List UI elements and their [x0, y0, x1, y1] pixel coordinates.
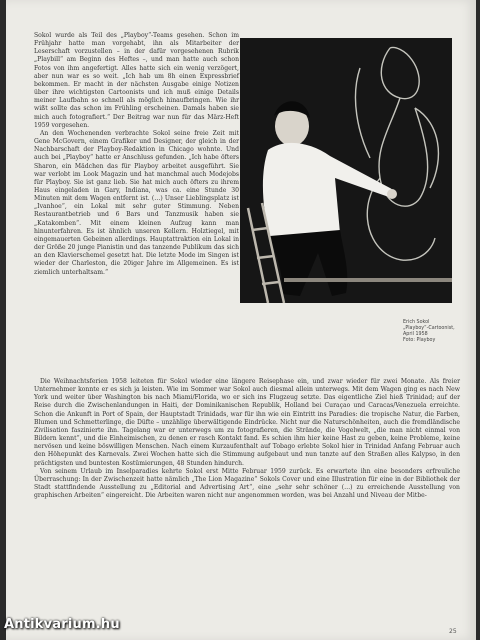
- paragraph-christmas-trip: Die Weihnachtsferien 1958 leiteten für Sokol wieder eine längere Reisephase ein, und zwar wieder für zwei Monate. Als freier Unternehmer konnte er es sich ja leisten. Wie im Sommer war Sokol auch diesmal allein unterwegs. Mit dem Wagen ging es nach New York und weiter über Washington bis nach Miami/Florida, wo er sich ins Flugzeug setzte. Das eigentliche Ziel hieß Trinidad; auf der Reise durch die Zwischenlandungen in Haiti, der Dominikanischen Republik, Holland bei Curaçao und Caracas/Venezuela erreichte. Schon die Ankunft in Port of Spain, der Hauptstadt Trinidads, war für ihn wie ein Eintritt ins Paradies: die tropische Natur, die Farben, Blumen und Schmetterlinge, die Düfte – unzählige überwältigende Eindrücke. Nicht nur die Naturschönheiten, auch die fremdländische Zivilisation faszinierte ihn. Tagelang war er unterwegs um zu fotografieren, die Strände, die Vogelwelt, „die man nicht einmal von Bildern kennt“, und die Einheimischen, zu denen er rasch Kontakt fand. Es schien ihm hier keine Hast zu geben, keine Probleme, keine nervösen und keine böswilligen Menschen. Nach einem Kurzaufenthalt auf Tobago erlebte Sokol hier in Trinidad Anfang Februar auch den Höhepunkt des Karnevals. Zwei Wochen hatte sich die Stimmung aufgebaut und nun tanzte auf den Straßen alles Kalypso, in den prächtigsten und buntesten Kostümierungen, 48 Stunden hindurch.: [34, 378, 460, 467]
- paragraph-playboy-team: Sokol wurde als Teil des „Playboy“-Teams gesehen. Schon im Frühjahr hatte man vorgehabt, ihn als Mitarbeiter der Leserschaft vorzustellen – in der dafür vorgesehenen Rubrik „Playbill“ am Beginn des Heftes –, und man hatte auch schon Fotos von ihm angefertigt. Alles hatte sich ein wenig verzögert, aber nun war es so weit. „Ich hab um 8h einen Expressbrief bekommen. Er macht in der nächsten Ausgabe einige Notizen über ihre wichtigsten Cartoonists und ich muß einige Details meiner Laufbahn so schnell als möglich hinaufbringen. Wie ihr wißt sollte das schon im Frühling erscheinen. Damals haben sie mich auch fotografiert.“ Der Beitrag war nun für das März-Heft 1959 vorgesehen.: [34, 32, 239, 129]
- paragraph-return: Von seinem Urlaub im Inselparadies kehrte Sokol erst Mitte Februar 1959 zurück. Es erwartete ihn eine besonders erfreuliche Überraschung: In der Zwischenzeit hatte nämlich „The Lion Magazine“ Sokols Cover und eine Illustration für eine in der Bibliothek der Stadt stattfindende Ausstellung zu „Editorial and Advertising Art“, eine „sehr sehr schöner (…) zu erreichende Ausstellung von graphischen Arbeiten“ eingereicht. Die Arbeiten waren nicht nur angenommen worden, was bei Anzahl und Niveau der Mitbe-: [34, 467, 460, 500]
- caption-name: Erich Sokol: [403, 320, 430, 325]
- watermark-logo: Antikvarium.hu: [4, 617, 120, 632]
- photo-sokol-drawing: [240, 38, 452, 303]
- caption-credit: Foto: Playboy: [403, 338, 436, 343]
- caption-role: „Playboy“-Cartoonist,: [403, 326, 455, 331]
- column-text: [34, 32, 239, 277]
- page-number: 25: [449, 628, 457, 635]
- paragraph-weekends: An den Wochenenden verbrachte Sokol seine freie Zeit mit Gene McGovern, einem Grafiker und Designer, der gleich in der Nachbarschaft der Playboy-Redaktion in Chicago wohnte. Und auch bei „Playboy“ hatte er Anschluss gefunden. „Ich habe öfters Sharon, ein Mädchen das für Playboy arbeitet ausgeführt. Sie war verlobt im Look Magazin und hat manchmal auch Modejobs für Playboy. Sie ist ganz lieb. Sie hat mich auch öfters zu ihrem Haus eingeladen in Gary, Indiana, was ca. eine Stunde 30 Minuten mit dem Wagen entfernt ist. (…) Unser Lieblingsplatz ist „Ivanhoe“, ein Lokal mit sehr guter Stimmung. Neben Restaurantbetrieb und 6 Bars und Tanzmusik haben sie „Katakomben“. Mit einem kleinen Aufzug kann man hinunterfahren. Es ist ähnlich unseren Kellern. Holztiegel, mit eingemauerten Gebeinen allerdings. Hauptattraktion ein Lokal in der Größe 20 junge Pianistin und das tanzende Publikum das sich an den Klavierschemel gesetzt hat. Die letzte Mode im Singen ist wieder der Charleston, die 20iger Jahre im Allgemeinen. Es ist ziemlich unterhaltsam.“: [34, 129, 239, 276]
- photo-illustration: [240, 38, 452, 303]
- photo-caption: [403, 320, 463, 344]
- book-page: [6, 0, 476, 640]
- caption-date: April 1958: [403, 332, 428, 337]
- full-width-text: [34, 378, 460, 500]
